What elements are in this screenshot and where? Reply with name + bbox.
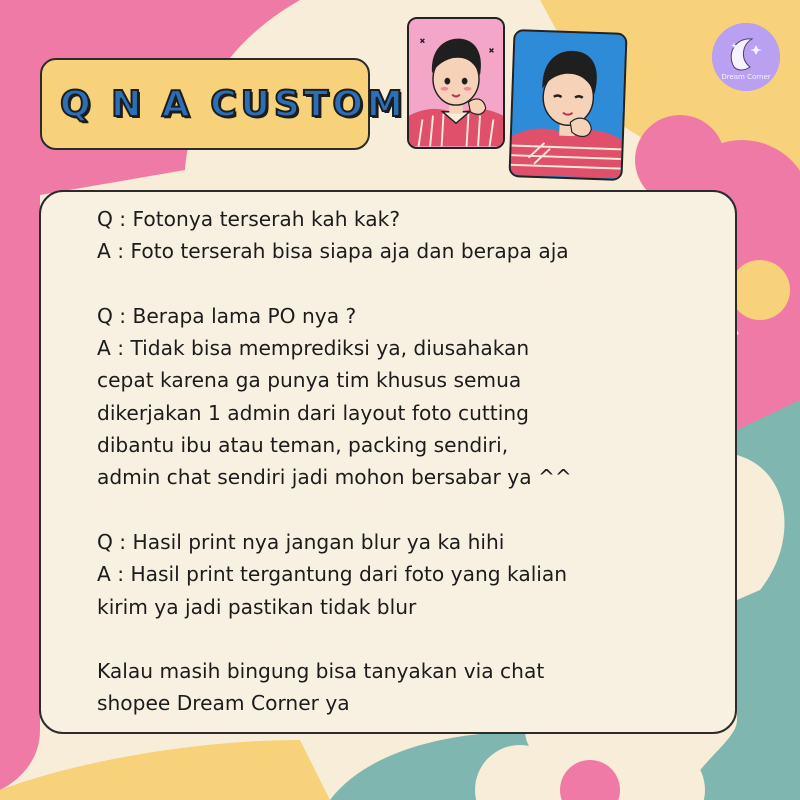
qa-spacer bbox=[97, 494, 727, 526]
qa-spacer bbox=[97, 623, 727, 655]
qa-line: cepat karena ga punya tim khusus semua bbox=[97, 368, 522, 393]
qa-line: Kalau masih bingung bisa tanyakan via chat bbox=[97, 659, 545, 684]
qa-line: admin chat sendiri jadi mohon bersabar ya ^^ bbox=[97, 465, 572, 490]
brand-name: Dream Corner bbox=[721, 73, 771, 81]
qa-line: kirim ya jadi pastikan tidak blur bbox=[97, 594, 417, 619]
qa-spacer bbox=[97, 268, 727, 300]
qa-line: Q : Hasil print nya jangan blur ya ka hihi bbox=[97, 529, 505, 554]
qa-line: dikerjakan 1 admin dari layout foto cutting bbox=[97, 400, 529, 425]
qa-line: dibantu ibu atau teman, packing sendiri, bbox=[97, 433, 509, 458]
qa-line: A : Hasil print tergantung dari foto yang kalian bbox=[97, 562, 568, 587]
illustration-card-left bbox=[407, 17, 505, 149]
page-title: Q N A CUSTOM bbox=[60, 83, 407, 125]
brand-logo-badge bbox=[712, 23, 780, 91]
qa-line: A : Foto terserah bisa siapa aja dan berapa aja bbox=[97, 239, 569, 264]
qa-panel bbox=[39, 190, 737, 734]
qa-line: A : Tidak bisa memprediksi ya, diusahakan bbox=[97, 336, 530, 361]
person-illustration-icon bbox=[511, 31, 626, 179]
title-card bbox=[40, 58, 407, 150]
qa-line: shopee Dream Corner ya bbox=[97, 691, 350, 716]
qa-text-block bbox=[97, 203, 727, 720]
person-illustration-icon bbox=[409, 19, 503, 147]
qa-line: Q : Berapa lama PO nya ? bbox=[97, 303, 357, 328]
illustration-card-right bbox=[508, 29, 627, 181]
qa-line: Q : Fotonya terserah kah kak? bbox=[97, 207, 401, 231]
